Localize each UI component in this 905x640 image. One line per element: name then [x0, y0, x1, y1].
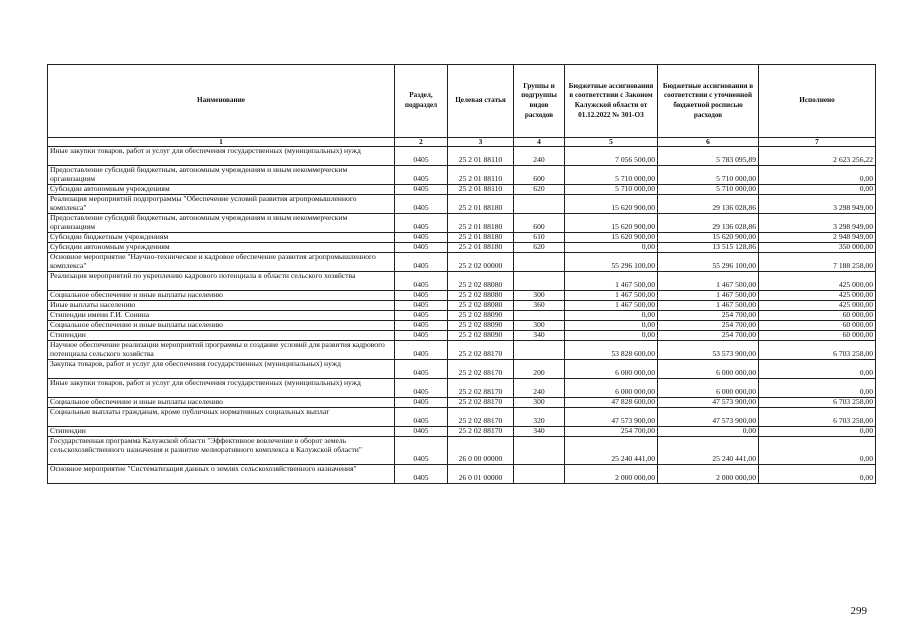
row-executed-amount: 60 000,00 [759, 321, 876, 331]
row-law-amount: 6 000 000,00 [565, 360, 658, 379]
row-revised-amount: 47 573 900,00 [658, 398, 759, 408]
row-name: Стипендии имени Г.И. Сонина [48, 311, 395, 321]
row-group [514, 195, 565, 214]
table-row [48, 437, 876, 465]
row-revised-amount: 254 700,00 [658, 331, 759, 341]
row-section: 0405 [395, 291, 448, 301]
row-law-amount: 25 240 441,00 [565, 437, 658, 465]
row-group: 300 [514, 321, 565, 331]
row-revised-amount: 2 000 000,00 [658, 465, 759, 484]
row-group: 340 [514, 427, 565, 437]
row-group: 620 [514, 243, 565, 253]
row-name: Стипендии [48, 331, 395, 341]
row-group: 620 [514, 185, 565, 195]
row-name: Стипендии [48, 427, 395, 437]
row-law-amount: 0,00 [565, 243, 658, 253]
header-name: Наименование [48, 65, 395, 138]
row-target: 25 2 02 88090 [448, 331, 514, 341]
row-law-amount: 53 828 600,00 [565, 341, 658, 360]
row-group [514, 437, 565, 465]
row-target: 25 2 01 88110 [448, 185, 514, 195]
row-section: 0405 [395, 253, 448, 272]
row-executed-amount: 2 948 949,00 [759, 233, 876, 243]
header-section: Раздел, подраздел [395, 65, 448, 138]
row-name: Научное обеспечение реализации мероприятий программы и создание условий для развития кадрового потенциала сельского хозяйства [48, 341, 395, 360]
row-name: Иные закупки товаров, работ и услуг для обеспечения государственных (муниципальных) нужд [48, 147, 395, 166]
row-section: 0405 [395, 214, 448, 233]
table-row [48, 166, 876, 185]
row-law-amount: 47 573 900,00 [565, 408, 658, 427]
column-number: 5 [565, 138, 658, 147]
row-executed-amount: 6 703 258,00 [759, 408, 876, 427]
row-group [514, 341, 565, 360]
row-section: 0405 [395, 311, 448, 321]
row-law-amount: 1 467 500,00 [565, 301, 658, 311]
row-name: Основное мероприятие "Систематизация данных о землях сельскохозяйственного назначения" [48, 465, 395, 484]
row-name: Субсидии автономным учреждениям [48, 185, 395, 195]
row-section: 0405 [395, 195, 448, 214]
column-number: 6 [658, 138, 759, 147]
row-target: 25 2 02 88080 [448, 291, 514, 301]
table-row [48, 214, 876, 233]
row-executed-amount: 3 298 949,00 [759, 214, 876, 233]
row-group: 300 [514, 398, 565, 408]
table-row [48, 272, 876, 291]
row-executed-amount: 425 000,00 [759, 301, 876, 311]
row-law-amount: 6 000 000,00 [565, 379, 658, 398]
row-revised-amount: 6 000 000,00 [658, 379, 759, 398]
row-section: 0405 [395, 379, 448, 398]
row-target: 25 2 01 88180 [448, 233, 514, 243]
row-section: 0405 [395, 321, 448, 331]
row-name: Предоставление субсидий бюджетным, автономным учреждениям и иным некоммерческим организациям [48, 166, 395, 185]
row-law-amount: 15 620 900,00 [565, 214, 658, 233]
row-executed-amount: 0,00 [759, 427, 876, 437]
row-section: 0405 [395, 233, 448, 243]
row-executed-amount: 2 623 256,22 [759, 147, 876, 166]
row-executed-amount: 6 703 258,00 [759, 398, 876, 408]
row-revised-amount: 1 467 500,00 [658, 272, 759, 291]
header-groups: Группы и подгруппы видов расходов [514, 65, 565, 138]
budget-table [47, 64, 876, 484]
row-name: Иные выплаты населению [48, 301, 395, 311]
row-section: 0405 [395, 465, 448, 484]
row-target: 25 2 02 88080 [448, 272, 514, 291]
row-law-amount: 0,00 [565, 321, 658, 331]
row-section: 0405 [395, 398, 448, 408]
table-row [48, 321, 876, 331]
row-executed-amount: 0,00 [759, 185, 876, 195]
row-target: 25 2 02 88170 [448, 398, 514, 408]
row-law-amount: 55 296 100,00 [565, 253, 658, 272]
table-row [48, 195, 876, 214]
row-executed-amount: 7 188 258,00 [759, 253, 876, 272]
row-target: 26 0 01 00000 [448, 465, 514, 484]
row-executed-amount: 0,00 [759, 360, 876, 379]
row-executed-amount: 3 298 949,00 [759, 195, 876, 214]
column-number: 3 [448, 138, 514, 147]
row-law-amount: 5 710 000,00 [565, 166, 658, 185]
row-section: 0405 [395, 147, 448, 166]
column-number: 2 [395, 138, 448, 147]
table-header-row [48, 65, 876, 138]
row-name: Субсидии бюджетным учреждениям [48, 233, 395, 243]
row-name: Закупка товаров, работ и услуг для обеспечения государственных (муниципальных) нужд [48, 360, 395, 379]
table-row [48, 185, 876, 195]
row-law-amount: 5 710 000,00 [565, 185, 658, 195]
row-target: 26 0 00 00000 [448, 437, 514, 465]
row-revised-amount: 15 620 900,00 [658, 233, 759, 243]
row-executed-amount: 425 000,00 [759, 272, 876, 291]
row-revised-amount: 254 700,00 [658, 321, 759, 331]
row-target: 25 2 01 88180 [448, 243, 514, 253]
row-section: 0405 [395, 331, 448, 341]
page-number: 299 [850, 605, 867, 617]
row-group: 600 [514, 214, 565, 233]
table-row [48, 253, 876, 272]
row-group [514, 311, 565, 321]
row-law-amount: 15 620 900,00 [565, 233, 658, 243]
row-group: 360 [514, 301, 565, 311]
row-target: 25 2 01 88180 [448, 195, 514, 214]
header-revised: Бюджетные ассигнования в соответствии с уточненной бюджетной росписью расходов [658, 65, 759, 138]
row-revised-amount: 53 573 900,00 [658, 341, 759, 360]
row-revised-amount: 5 710 000,00 [658, 166, 759, 185]
row-group [514, 465, 565, 484]
table-row [48, 398, 876, 408]
table-row [48, 427, 876, 437]
row-executed-amount: 0,00 [759, 465, 876, 484]
row-revised-amount: 55 296 100,00 [658, 253, 759, 272]
table-row [48, 465, 876, 484]
row-executed-amount: 6 703 258,00 [759, 341, 876, 360]
table-row [48, 147, 876, 166]
row-group: 610 [514, 233, 565, 243]
row-group [514, 253, 565, 272]
row-target: 25 2 02 00000 [448, 253, 514, 272]
row-revised-amount: 5 710 000,00 [658, 185, 759, 195]
row-revised-amount: 6 000 000,00 [658, 360, 759, 379]
row-section: 0405 [395, 341, 448, 360]
row-section: 0405 [395, 360, 448, 379]
row-name: Иные закупки товаров, работ и услуг для обеспечения государственных (муниципальных) нужд [48, 379, 395, 398]
table-row [48, 360, 876, 379]
column-number: 1 [48, 138, 395, 147]
row-target: 25 2 02 88080 [448, 301, 514, 311]
header-law: Бюджетные ассигнования в соответствии с Законом Калужской области от 01.12.2022 № 301-ОЗ [565, 65, 658, 138]
row-executed-amount: 350 000,00 [759, 243, 876, 253]
row-law-amount: 0,00 [565, 331, 658, 341]
row-revised-amount: 0,00 [658, 427, 759, 437]
row-group: 320 [514, 408, 565, 427]
table-row [48, 331, 876, 341]
row-name: Реализация мероприятий подпрограммы "Обеспечение условий развития агропромышленного комплекса" [48, 195, 395, 214]
row-target: 25 2 02 88090 [448, 321, 514, 331]
row-revised-amount: 1 467 500,00 [658, 301, 759, 311]
column-number: 7 [759, 138, 876, 147]
column-number: 4 [514, 138, 565, 147]
row-executed-amount: 60 000,00 [759, 311, 876, 321]
row-target: 25 2 02 88090 [448, 311, 514, 321]
row-name: Государственная программа Калужской области "Эффективное вовлечение в оборот земель сельскохозяйственного назначения и развитие мелиоративного комплекса в Калужской области" [48, 437, 395, 465]
row-law-amount: 1 467 500,00 [565, 272, 658, 291]
row-executed-amount: 0,00 [759, 379, 876, 398]
header-target: Целевая статья [448, 65, 514, 138]
row-law-amount: 1 467 500,00 [565, 291, 658, 301]
row-revised-amount: 254 700,00 [658, 311, 759, 321]
row-target: 25 2 01 88110 [448, 147, 514, 166]
row-target: 25 2 02 88170 [448, 360, 514, 379]
row-revised-amount: 13 515 128,86 [658, 243, 759, 253]
row-target: 25 2 02 88170 [448, 408, 514, 427]
row-section: 0405 [395, 272, 448, 291]
row-section: 0405 [395, 301, 448, 311]
row-law-amount: 7 056 500,00 [565, 147, 658, 166]
column-number-row [48, 138, 876, 147]
row-revised-amount: 29 136 028,86 [658, 195, 759, 214]
table-row [48, 243, 876, 253]
row-law-amount: 2 000 000,00 [565, 465, 658, 484]
table-row [48, 233, 876, 243]
row-executed-amount: 0,00 [759, 437, 876, 465]
row-section: 0405 [395, 185, 448, 195]
row-group: 300 [514, 291, 565, 301]
table-row [48, 311, 876, 321]
row-law-amount: 15 620 900,00 [565, 195, 658, 214]
row-target: 25 2 02 88170 [448, 341, 514, 360]
row-section: 0405 [395, 408, 448, 427]
row-name: Социальные выплаты гражданам, кроме публичных нормативных социальных выплат [48, 408, 395, 427]
row-target: 25 2 01 88110 [448, 166, 514, 185]
row-name: Субсидии автономным учреждениям [48, 243, 395, 253]
row-target: 25 2 02 88170 [448, 427, 514, 437]
row-name: Социальное обеспечение и иные выплаты населению [48, 291, 395, 301]
row-revised-amount: 47 573 900,00 [658, 408, 759, 427]
row-name: Социальное обеспечение и иные выплаты населению [48, 321, 395, 331]
row-section: 0405 [395, 427, 448, 437]
row-revised-amount: 5 783 095,89 [658, 147, 759, 166]
row-revised-amount: 29 136 028,86 [658, 214, 759, 233]
header-executed: Исполнено [759, 65, 876, 138]
row-section: 0405 [395, 166, 448, 185]
table-body [48, 147, 876, 484]
row-law-amount: 254 700,00 [565, 427, 658, 437]
table-row [48, 301, 876, 311]
row-name: Предоставление субсидий бюджетным, автономным учреждениям и иным некоммерческим организациям [48, 214, 395, 233]
row-executed-amount: 60 000,00 [759, 331, 876, 341]
row-group: 240 [514, 147, 565, 166]
row-section: 0405 [395, 243, 448, 253]
row-target: 25 2 01 88180 [448, 214, 514, 233]
table-row [48, 291, 876, 301]
row-executed-amount: 0,00 [759, 166, 876, 185]
row-group: 240 [514, 379, 565, 398]
row-name: Основное мероприятие "Научно-техническое и кадровое обеспечение развития агропромышленного комплекса" [48, 253, 395, 272]
row-name: Реализация мероприятий по укреплению кадрового потенциала в области сельского хозяйства [48, 272, 395, 291]
row-executed-amount: 425 000,00 [759, 291, 876, 301]
row-section: 0405 [395, 437, 448, 465]
row-group: 200 [514, 360, 565, 379]
row-group [514, 272, 565, 291]
table-row [48, 408, 876, 427]
table-row [48, 341, 876, 360]
document-page [47, 64, 875, 484]
row-name: Социальное обеспечение и иные выплаты населению [48, 398, 395, 408]
row-target: 25 2 02 88170 [448, 379, 514, 398]
row-group: 340 [514, 331, 565, 341]
row-group: 600 [514, 166, 565, 185]
row-law-amount: 0,00 [565, 311, 658, 321]
row-revised-amount: 1 467 500,00 [658, 291, 759, 301]
table-row [48, 379, 876, 398]
row-revised-amount: 25 240 441,00 [658, 437, 759, 465]
row-law-amount: 47 828 600,00 [565, 398, 658, 408]
